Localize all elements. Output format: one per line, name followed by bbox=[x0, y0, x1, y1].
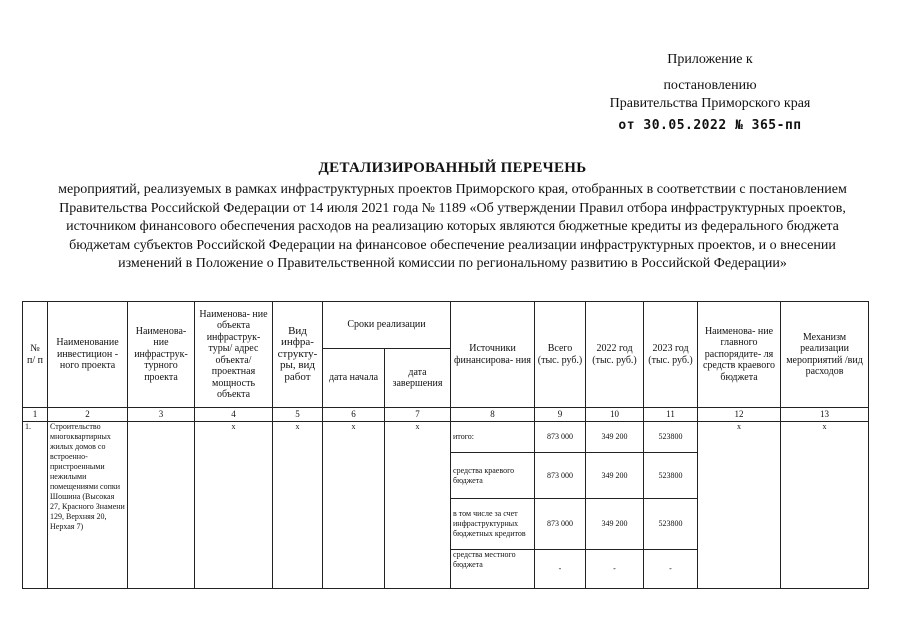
header-chief-manager: Наименова- ние главного распорядите- ля средств краевого бюджета bbox=[698, 302, 781, 408]
financing-2023: 523800 bbox=[644, 422, 698, 453]
financing-total: 873 000 bbox=[535, 453, 586, 499]
infra-object: x bbox=[195, 422, 273, 589]
investment-project-name: Строительство многоквартирных жилых домов со встроенно- пристроенными нежилыми помещениями сопки Шошина (Высокая 27, Красного Знамени 129, Верхняя 20, Нерхая 7) bbox=[48, 422, 128, 589]
column-number: 4 bbox=[195, 408, 273, 422]
column-number: 6 bbox=[323, 408, 385, 422]
financing-2023: - bbox=[644, 550, 698, 589]
column-number: 12 bbox=[698, 408, 781, 422]
approval-line-2: постановлению bbox=[663, 78, 757, 93]
financing-source: средства краевого бюджета bbox=[451, 453, 535, 499]
column-number: 11 bbox=[644, 408, 698, 422]
column-number: 7 bbox=[385, 408, 451, 422]
column-number: 3 bbox=[128, 408, 195, 422]
header-start-date: дата начала bbox=[323, 349, 385, 408]
header-terms: Сроки реализации bbox=[323, 302, 451, 349]
header-infra-object: Наименова- ние объекта инфраструк- туры/ адрес объекта/ проектная мощность объекта bbox=[195, 302, 273, 408]
financing-total: 873 000 bbox=[535, 499, 586, 550]
end-date: x bbox=[385, 422, 451, 589]
header-investment-project: Наименование инвестицион - ного проекта bbox=[48, 302, 128, 408]
header-infra-project: Наименова- ние инфраструк- турного проекта bbox=[128, 302, 195, 408]
header-row-1 bbox=[23, 302, 869, 349]
column-number: 5 bbox=[273, 408, 323, 422]
financing-source: средства местного бюджета bbox=[451, 550, 535, 589]
column-number-row bbox=[23, 408, 869, 422]
chief-manager: x bbox=[698, 422, 781, 589]
start-date: x bbox=[323, 422, 385, 589]
column-number: 2 bbox=[48, 408, 128, 422]
header-sources: Источники финансирова- ния bbox=[451, 302, 535, 408]
column-number: 1 bbox=[23, 408, 48, 422]
measures-table bbox=[22, 301, 869, 589]
header-num: № п/ п bbox=[23, 302, 48, 408]
financing-source: в том числе за счет инфраструктурных бюджетных кредитов bbox=[451, 499, 535, 550]
financing-2022: - bbox=[586, 550, 644, 589]
financing-2023: 523800 bbox=[644, 453, 698, 499]
financing-total: 873 000 bbox=[535, 422, 586, 453]
financing-2022: 349 200 bbox=[586, 422, 644, 453]
column-number: 10 bbox=[586, 408, 644, 422]
financing-2023: 523800 bbox=[644, 499, 698, 550]
header-mechanism: Механизм реализации мероприятий /вид расходов bbox=[781, 302, 869, 408]
financing-2022: 349 200 bbox=[586, 453, 644, 499]
header-2022: 2022 год (тыс. руб.) bbox=[586, 302, 644, 408]
mechanism: x bbox=[781, 422, 869, 589]
approval-line-1: Приложение к bbox=[667, 52, 753, 67]
header-2023: 2023 год (тыс. руб.) bbox=[644, 302, 698, 408]
financing-total: - bbox=[535, 550, 586, 589]
column-number: 13 bbox=[781, 408, 869, 422]
row-number: 1. bbox=[23, 422, 48, 589]
infra-type: x bbox=[273, 422, 323, 589]
document-subtitle: мероприятий, реализуемых в рамках инфраструктурных проектов Приморского края, отобранных в соответствии с постановлением Правительства Российской Федерации от 14 июля 2021 года № 1189 «Об утверждении Правил отбора инфраструктурных проектов, источником финансового обеспечения расходов на реализацию которых являются бюджетные кредиты из федерального бюджета бюджетам субъектов Российской Федерации на финансовое обеспечение реализации инфраструктурных проектов, и о внесении изменений в Положение о Правительственной комиссии по региональному развитию в Российской Федерации» bbox=[58, 182, 847, 271]
financing-2022: 349 200 bbox=[586, 499, 644, 550]
infra-project-name bbox=[128, 422, 195, 589]
header-total: Всего (тыс. руб.) bbox=[535, 302, 586, 408]
column-number: 8 bbox=[451, 408, 535, 422]
financing-source: итого: bbox=[451, 422, 535, 453]
document-title: ДЕТАЛИЗИРОВАННЫЙ ПЕРЕЧЕНЬ bbox=[318, 160, 587, 176]
column-number: 9 bbox=[535, 408, 586, 422]
header-end-date: дата завершения bbox=[385, 349, 451, 408]
header-infra-type: Вид инфра- структу- ры, вид работ bbox=[273, 302, 323, 408]
approval-line-3: Правительства Приморского края bbox=[609, 96, 811, 111]
data-row-1 bbox=[23, 422, 869, 453]
approval-date-number: от 30.05.2022 № 365-пп bbox=[618, 118, 802, 133]
